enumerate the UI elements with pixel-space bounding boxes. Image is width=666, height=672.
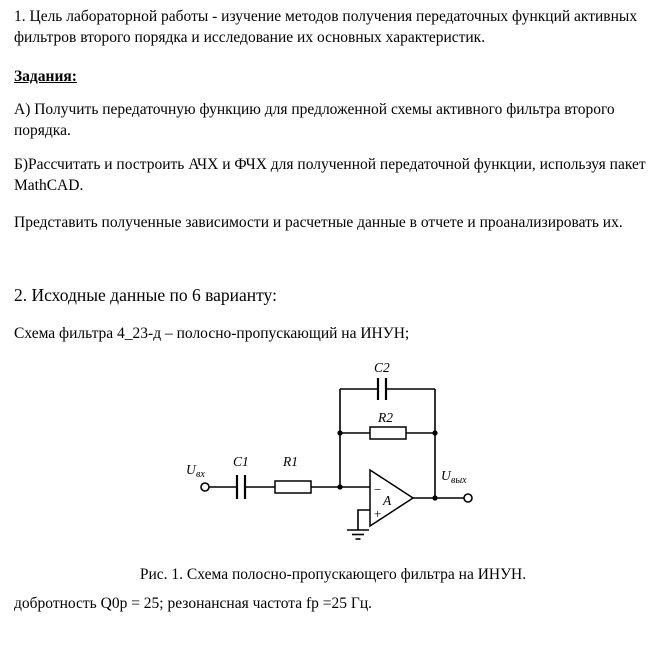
params-line: добротность Q0р = 25; резонансная частота fр =25 Гц. bbox=[14, 595, 373, 612]
tasks-heading bbox=[14, 66, 652, 87]
section2-heading: 2. Исходные данные по 6 варианту: bbox=[14, 285, 277, 305]
capacitor-c2-label: C2 bbox=[374, 360, 390, 375]
circuit-figure bbox=[14, 350, 652, 558]
scheme-line: Схема фильтра 4_23-д – полосно-пропускающий на ИНУН; bbox=[14, 325, 410, 342]
input-voltage-label: U bbox=[186, 462, 196, 477]
capacitor-c1-label: C1 bbox=[233, 454, 249, 469]
opamp-minus-sign: − bbox=[374, 482, 382, 497]
opamp-label: A bbox=[383, 493, 392, 508]
goal-paragraph: 1. Цель лабораторной работы - изучение методов получения передаточных функций активных фильтров второго порядка и исследование их основных характеристик. bbox=[14, 8, 638, 46]
output-terminal bbox=[464, 494, 472, 502]
task-a-paragraph: А) Получить передаточную функцию для предложенной схемы активного фильтра второго порядка. bbox=[14, 101, 615, 139]
junction-r2-right bbox=[432, 430, 437, 435]
task-note-paragraph: Представить полученные зависимости и расчетные данные в отчете и проанализировать их. bbox=[14, 214, 623, 231]
task-b-paragraph: Б)Рассчитать и построить АЧХ и ФЧХ для полученной передаточной функции, используя пакет MathCAD. bbox=[14, 156, 646, 194]
opamp-plus-sign: + bbox=[374, 506, 382, 521]
junction-output-node bbox=[432, 495, 437, 500]
input-terminal bbox=[201, 483, 209, 491]
resistor-r2-label: R2 bbox=[378, 410, 393, 425]
input-voltage-sub: вх bbox=[196, 469, 205, 480]
resistor-r1-label: R1 bbox=[283, 454, 298, 469]
output-voltage-sub: вых bbox=[451, 475, 467, 486]
junction-input-node bbox=[337, 484, 342, 489]
ground-symbol bbox=[347, 530, 369, 539]
figure-caption: Рис. 1. Схема полосно-пропускающего фильтра на ИНУН. bbox=[139, 566, 527, 583]
wire-plus-to-ground bbox=[358, 510, 370, 530]
resistor-r2 bbox=[370, 427, 406, 439]
tasks-heading-text: Задания: bbox=[14, 68, 77, 85]
resistor-r1 bbox=[275, 481, 311, 493]
output-voltage-label: U bbox=[441, 468, 451, 483]
circuit-diagram bbox=[175, 352, 485, 554]
junction-r2-left bbox=[337, 430, 342, 435]
